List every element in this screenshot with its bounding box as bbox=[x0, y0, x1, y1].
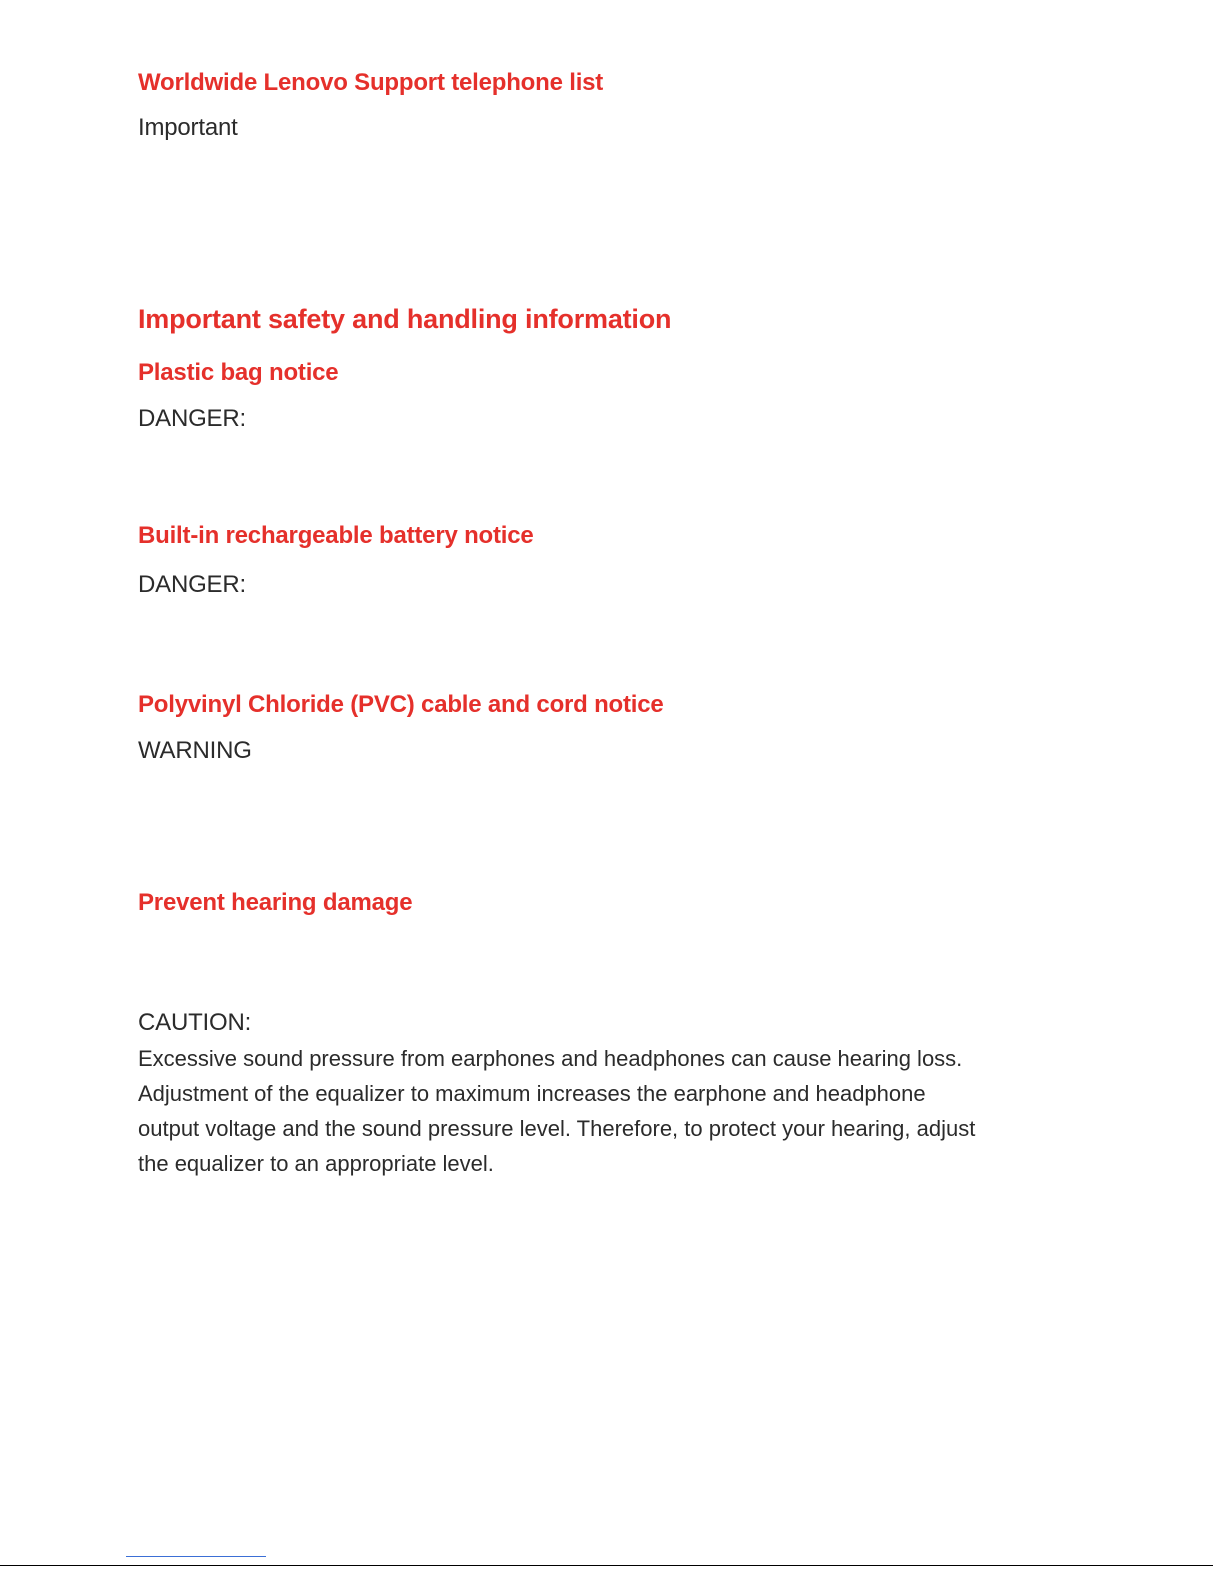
footer-divider bbox=[0, 1565, 1213, 1566]
caution-line: the equalizer to an appropriate level. bbox=[138, 1151, 494, 1176]
caution-label: CAUTION: bbox=[138, 1009, 252, 1036]
pvc-heading: Polyvinyl Chloride (PVC) cable and cord notice bbox=[138, 691, 664, 718]
battery-danger-label: DANGER: bbox=[138, 571, 246, 598]
safety-heading: Important safety and handling information bbox=[138, 304, 672, 334]
hearing-heading: Prevent hearing damage bbox=[138, 889, 413, 916]
battery-heading: Built-in rechargeable battery notice bbox=[138, 522, 534, 549]
plastic-bag-heading: Plastic bag notice bbox=[138, 359, 339, 386]
pvc-warning-label: WARNING bbox=[138, 737, 252, 764]
caution-paragraph bbox=[138, 1041, 1088, 1181]
caution-line: output voltage and the sound pressure level. Therefore, to protect your hearing, adjust bbox=[138, 1116, 976, 1141]
plastic-bag-danger-label: DANGER: bbox=[138, 405, 246, 432]
caution-line: Adjustment of the equalizer to maximum increases the earphone and headphone bbox=[138, 1081, 926, 1106]
support-list-heading: Worldwide Lenovo Support telephone list bbox=[138, 69, 604, 96]
caution-line: Excessive sound pressure from earphones and headphones can cause hearing loss. bbox=[138, 1046, 963, 1071]
important-label: Important bbox=[138, 114, 238, 141]
footer-link-underline bbox=[126, 1556, 266, 1557]
